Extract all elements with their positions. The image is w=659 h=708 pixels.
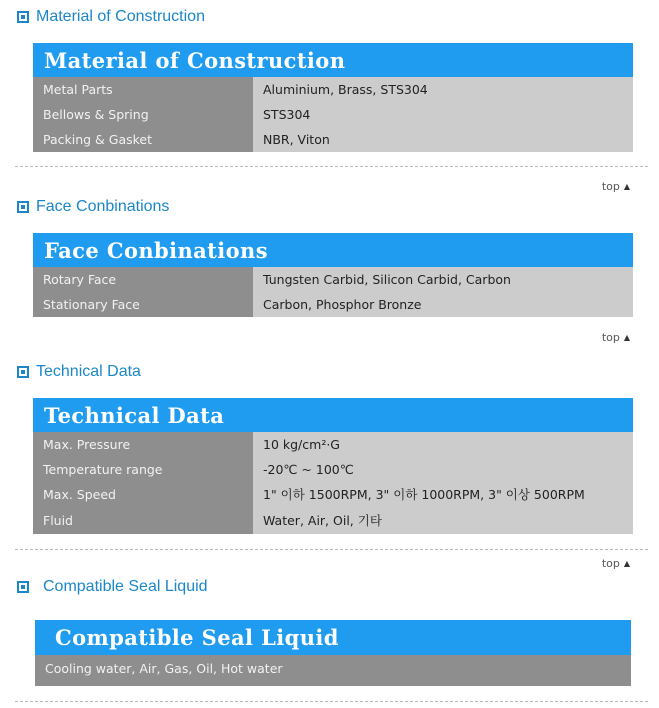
row-key: Stationary Face (33, 292, 253, 317)
row-value: Water, Air, Oil, 기타 (253, 507, 633, 534)
panel-banner: Compatible Seal Liquid (35, 620, 631, 655)
top-link[interactable] (602, 180, 630, 193)
row-value: NBR, Viton (253, 127, 633, 152)
square-bullet-icon (17, 201, 29, 213)
section-title-face (17, 198, 169, 216)
row-key: Max. Speed (33, 482, 253, 507)
row-key: Packing & Gasket (33, 127, 253, 152)
top-link[interactable] (602, 331, 630, 344)
dashed-divider (15, 166, 648, 167)
panel-banner: Face Conbinations (33, 233, 633, 267)
section-title-technical (17, 363, 141, 381)
row-value: Aluminium, Brass, STS304 (253, 77, 633, 102)
table-row (33, 127, 633, 152)
square-bullet-icon (17, 581, 29, 593)
row-key: Temperature range (33, 457, 253, 482)
row-value: STS304 (253, 102, 633, 127)
section-title-text: Material of Construction (36, 8, 205, 25)
table-row (33, 267, 633, 292)
section-title-compatible (17, 578, 208, 596)
row-value: 10 kg/cm²·G (253, 432, 633, 457)
row-key: Fluid (33, 507, 253, 534)
section-title-text: Compatible Seal Liquid (43, 578, 208, 595)
top-link-label[interactable]: top (601, 331, 620, 344)
row-value: Cooling water, Air, Gas, Oil, Hot water (35, 655, 631, 686)
row-value: -20℃ ~ 100℃ (253, 457, 633, 482)
technical-panel (33, 398, 633, 534)
top-link-label[interactable]: top (601, 180, 620, 193)
top-link-label[interactable]: top (601, 557, 620, 570)
row-value: 1" 이하 1500RPM, 3" 이하 1000RPM, 3" 이상 500RPM (253, 482, 633, 507)
face-panel (33, 233, 633, 317)
row-key: Rotary Face (33, 267, 253, 292)
section-title-text: Technical Data (36, 363, 141, 380)
dashed-divider (15, 549, 648, 550)
panel-banner: Technical Data (33, 398, 633, 432)
table-row (33, 457, 633, 482)
table-row (33, 77, 633, 102)
table-row (33, 482, 633, 507)
material-panel (33, 43, 633, 152)
compatible-panel (35, 620, 631, 686)
row-key: Bellows & Spring (33, 102, 253, 127)
row-value: Carbon, Phosphor Bronze (253, 292, 633, 317)
section-title-text: Face Conbinations (36, 198, 170, 215)
triangle-up-icon: ▲ (623, 182, 630, 191)
top-link[interactable] (602, 557, 630, 570)
table-row (33, 507, 633, 534)
table-row (33, 102, 633, 127)
triangle-up-icon: ▲ (623, 333, 630, 342)
square-bullet-icon (17, 11, 29, 23)
dashed-divider (15, 701, 648, 702)
row-key: Metal Parts (33, 77, 253, 102)
table-row (33, 432, 633, 457)
panel-banner: Material of Construction (33, 43, 633, 77)
table-row (35, 655, 631, 686)
table-row (33, 292, 633, 317)
row-key: Max. Pressure (33, 432, 253, 457)
triangle-up-icon: ▲ (623, 559, 630, 568)
section-title-material (17, 8, 205, 26)
square-bullet-icon (17, 366, 29, 378)
row-value: Tungsten Carbid, Silicon Carbid, Carbon (253, 267, 633, 292)
